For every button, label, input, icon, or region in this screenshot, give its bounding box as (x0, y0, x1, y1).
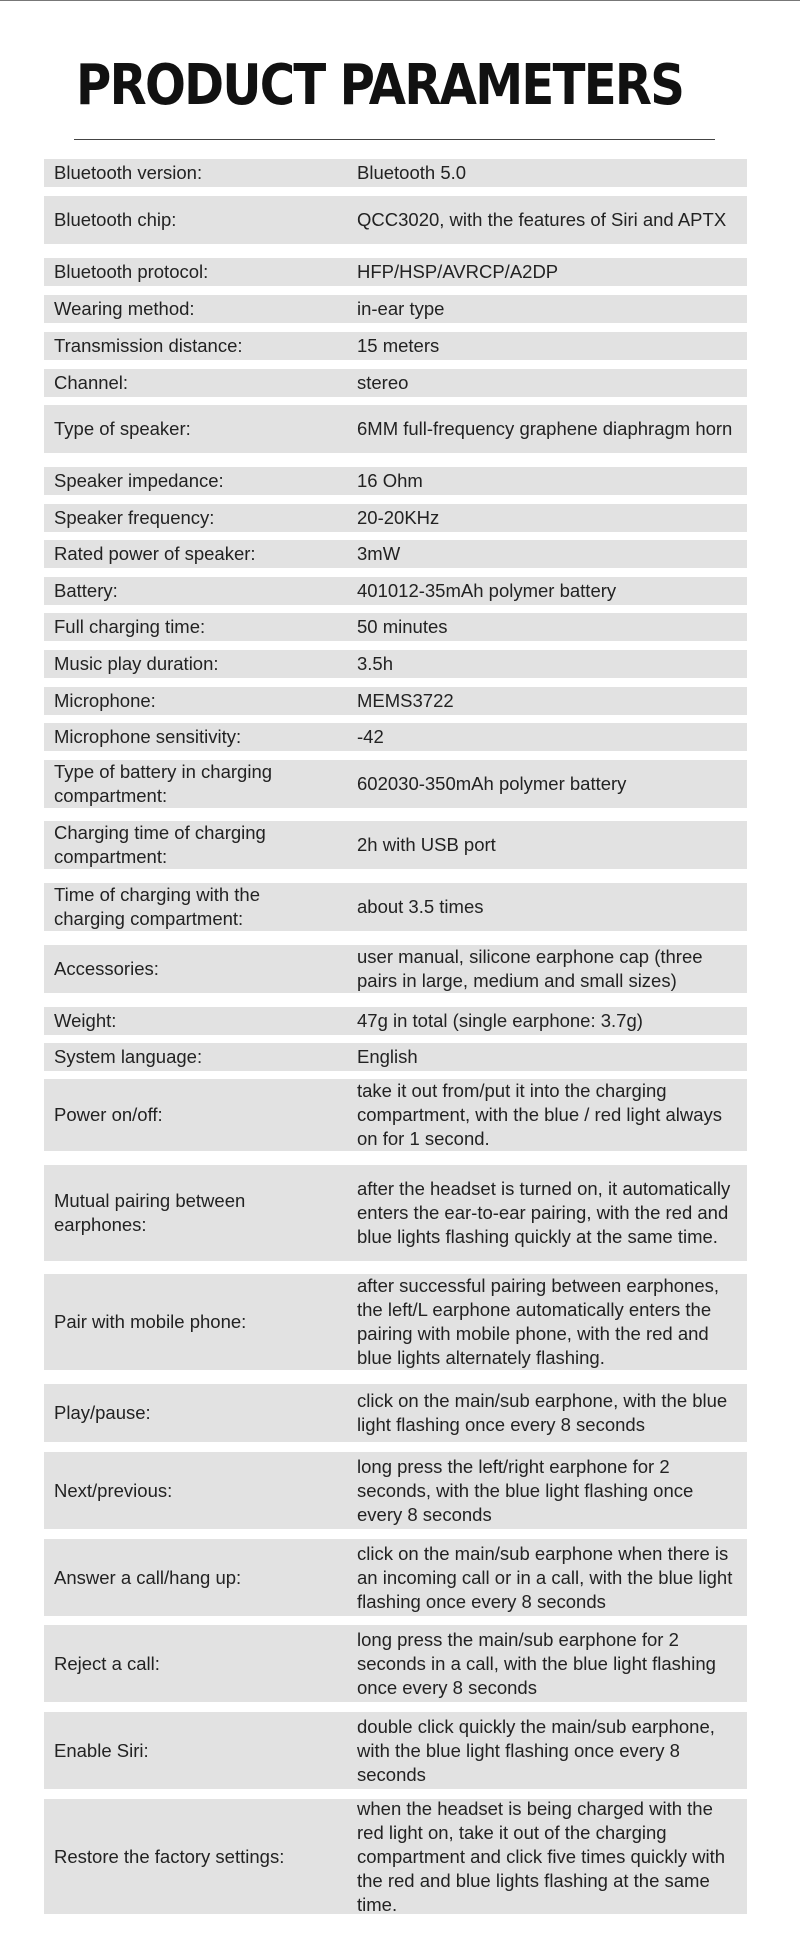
param-value: QCC3020, with the features of Siri and APTX (357, 209, 727, 230)
param-value: click on the main/sub earphone, with the blue light flashing once every 8 seconds (357, 1390, 728, 1435)
table-row (44, 1712, 747, 1789)
table-row (44, 723, 747, 751)
table-row (44, 883, 747, 931)
table-row (44, 369, 747, 397)
param-value: 2h with USB port (357, 834, 496, 855)
param-label: Bluetooth version: (54, 162, 203, 183)
param-value: after successful pairing between earphones, the left/L earphone automatically enters the pairing with mobile phone, with the red and blue lights alternately flashing. (357, 1275, 719, 1368)
table-row (44, 332, 747, 360)
param-value: -42 (357, 726, 384, 747)
table-row (44, 159, 747, 187)
param-label: System language: (54, 1046, 203, 1067)
table-row (44, 1165, 747, 1261)
param-label: Bluetooth chip: (54, 209, 177, 230)
param-label: Battery: (54, 580, 118, 601)
param-value: after the headset is turned on, it automatically enters the ear-to-ear pairing, with the red and blue lights flashing quickly at the same time. (357, 1178, 731, 1247)
title-underline (74, 139, 715, 140)
param-label: Speaker frequency: (54, 507, 215, 528)
param-label: Play/pause: (54, 1402, 151, 1423)
param-value: 3.5h (357, 653, 394, 674)
param-value: 50 minutes (357, 616, 448, 637)
param-label: Answer a call/hang up: (54, 1566, 242, 1588)
param-label: Transmission distance: (54, 335, 243, 356)
param-label: Microphone: (54, 690, 156, 711)
param-value: 47g in total (single earphone: 3.7g) (357, 1010, 643, 1031)
param-label: Time of charging with the charging compartment: (54, 884, 260, 929)
table-row (44, 1384, 747, 1442)
param-label: Wearing method: (54, 298, 195, 319)
param-label: Music play duration: (54, 653, 219, 674)
table-row (44, 1274, 747, 1370)
param-value: English (357, 1046, 418, 1067)
param-value: 20-20KHz (357, 507, 440, 528)
param-label: Rated power of speaker: (54, 543, 256, 564)
param-value: double click quickly the main/sub earphone, with the blue light flashing once every 8 seconds (357, 1715, 715, 1785)
table-row (44, 1079, 747, 1151)
table-row (44, 1007, 747, 1035)
table-row (44, 295, 747, 323)
param-label: Pair with mobile phone: (54, 1311, 247, 1332)
param-label: Full charging time: (54, 616, 206, 637)
param-value: MEMS3722 (357, 690, 454, 711)
param-value: 16 Ohm (357, 470, 423, 491)
param-value: user manual, silicone earphone cap (three pairs in large, medium and small sizes) (357, 946, 703, 991)
param-value: about 3.5 times (357, 896, 484, 917)
param-label: Speaker impedance: (54, 470, 224, 491)
table-row (44, 613, 747, 641)
param-value: 15 meters (357, 335, 440, 356)
param-value: click on the main/sub earphone when there is an incoming call or in a call, with the blue light flashing once every 8 seconds (357, 1542, 733, 1612)
param-label: Type of speaker: (54, 418, 191, 439)
param-label: Power on/off: (54, 1104, 163, 1125)
param-label: Reject a call: (54, 1652, 160, 1674)
param-value: in-ear type (357, 298, 445, 319)
param-label: Mutual pairing between earphones: (54, 1190, 246, 1235)
param-label: Channel: (54, 372, 129, 393)
table-row (44, 945, 747, 993)
param-label: Microphone sensitivity: (54, 726, 242, 747)
param-value: take it out from/put it into the charging compartment, with the blue / red light always on for 1 second. (357, 1080, 723, 1149)
table-row (44, 196, 747, 244)
param-value: when the headset is being charged with the red light on, take it out of the charging compartment and click five times quickly with the red and blue lights flashing at the same time. (357, 1797, 726, 1915)
param-value: stereo (357, 372, 409, 393)
param-value: long press the left/right earphone for 2 seconds, with the blue light flashing once every 8 seconds (357, 1455, 694, 1525)
table-row (44, 577, 747, 605)
param-label: Charging time of charging compartment: (54, 822, 266, 867)
param-value: 3mW (357, 543, 401, 564)
param-value: HFP/HSP/AVRCP/A2DP (357, 261, 559, 282)
param-value: 6MM full-frequency graphene diaphragm horn (357, 418, 733, 439)
table-row (44, 687, 747, 715)
param-label: Weight: (54, 1010, 117, 1031)
param-label: Next/previous: (54, 1479, 173, 1501)
table-row (44, 405, 747, 453)
table-row (44, 1539, 747, 1616)
table-row (44, 1452, 747, 1529)
param-value: Bluetooth 5.0 (357, 162, 467, 183)
table-row (44, 821, 747, 869)
table-row (44, 1625, 747, 1702)
table-row (44, 504, 747, 532)
table-row (44, 467, 747, 495)
table-row (44, 1043, 747, 1071)
param-value: long press the main/sub earphone for 2 seconds in a call, with the blue light flashing once every 8 seconds (357, 1628, 716, 1698)
table-row (44, 650, 747, 678)
param-value: 401012-35mAh polymer battery (357, 580, 617, 601)
param-label: Restore the factory settings: (54, 1845, 285, 1867)
table-row (44, 760, 747, 808)
top-divider (0, 0, 800, 1)
table-row (44, 540, 747, 568)
table-row (44, 1799, 747, 1914)
table-row (44, 258, 747, 286)
param-label: Accessories: (54, 958, 159, 979)
param-label: Type of battery in charging compartment: (54, 761, 273, 806)
page-title: PRODUCT PARAMETERS (76, 53, 684, 118)
param-label: Enable Siri: (54, 1739, 149, 1761)
param-label: Bluetooth protocol: (54, 261, 209, 282)
param-value: 602030-350mAh polymer battery (357, 773, 627, 794)
